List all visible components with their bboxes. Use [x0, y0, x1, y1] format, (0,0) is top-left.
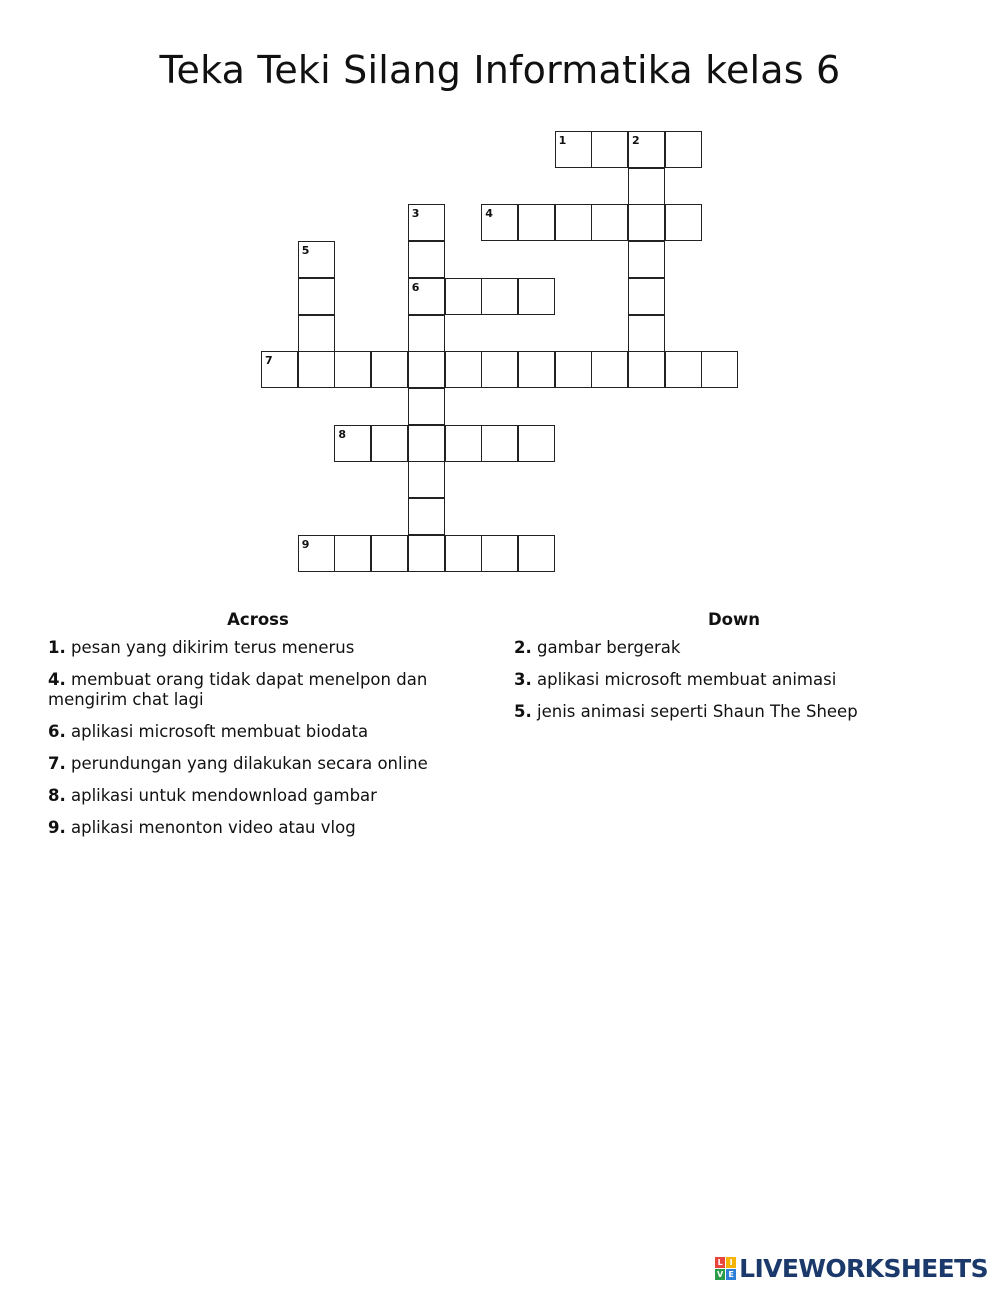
crossword-letter-input[interactable]: [372, 426, 407, 461]
crossword-cell-number: 7: [265, 354, 273, 368]
crossword-cell[interactable]: [628, 315, 665, 352]
crossword-letter-input[interactable]: [629, 132, 664, 167]
across-clues: [48, 610, 468, 850]
crossword-letter-input[interactable]: [409, 426, 444, 461]
crossword-cell-number: 5: [301, 244, 310, 258]
crossword-cell[interactable]: [481, 204, 518, 241]
across-clue: 7. perundungan yang dilakukan secara online: [48, 754, 428, 773]
across-clue: 4. membuat orang tidak dapat menelpon dan mengirim chat lagi: [48, 670, 428, 709]
crossword-cell[interactable]: [665, 204, 702, 241]
crossword-cell[interactable]: [665, 131, 702, 168]
crossword-letter-input[interactable]: [409, 536, 444, 571]
crossword-letter-input[interactable]: [556, 205, 591, 240]
crossword-letter-input[interactable]: [629, 279, 664, 314]
crossword-letter-input[interactable]: [519, 426, 554, 461]
crossword-cell[interactable]: [261, 351, 298, 388]
crossword-letter-input[interactable]: [409, 316, 444, 351]
crossword-cell[interactable]: [628, 168, 665, 205]
crossword-cell[interactable]: [591, 204, 628, 241]
crossword-letter-input[interactable]: [409, 352, 444, 387]
crossword-letter-input[interactable]: [482, 352, 517, 387]
crossword-cell[interactable]: [628, 204, 665, 241]
crossword-cell[interactable]: [481, 535, 518, 572]
crossword-cell[interactable]: [298, 535, 335, 572]
crossword-cell[interactable]: [701, 351, 738, 388]
crossword-cell[interactable]: [481, 425, 518, 462]
crossword-cell[interactable]: [334, 425, 371, 462]
crossword-letter-input[interactable]: [446, 279, 481, 314]
across-heading: Across: [227, 610, 289, 629]
crossword-cell[interactable]: [445, 425, 482, 462]
down-clues: [514, 610, 954, 734]
crossword-cell[interactable]: [408, 461, 445, 498]
crossword-cell[interactable]: [518, 278, 555, 315]
across-clue: 1. pesan yang dikirim terus menerus: [48, 638, 355, 657]
crossword-letter-input[interactable]: [299, 279, 334, 314]
crossword-letter-input[interactable]: [446, 536, 481, 571]
across-clue: 8. aplikasi untuk mendownload gambar: [48, 786, 377, 805]
crossword-letter-input[interactable]: [299, 536, 334, 571]
crossword-cell[interactable]: [518, 535, 555, 572]
crossword-cell[interactable]: [408, 351, 445, 388]
crossword-cell[interactable]: [408, 425, 445, 462]
worksheet-title: Teka Teki Silang Informatika kelas 6: [159, 48, 841, 92]
crossword-cell[interactable]: [408, 241, 445, 278]
crossword-letter-input[interactable]: [335, 426, 370, 461]
crossword-cell[interactable]: [445, 351, 482, 388]
across-clue: 6. aplikasi microsoft membuat biodata: [48, 722, 369, 741]
crossword-cell-number: 4: [485, 207, 493, 221]
down-heading: Down: [707, 610, 761, 629]
down-clue: 3. aplikasi microsoft membuat animasi: [514, 670, 837, 689]
crossword-cell[interactable]: [298, 278, 335, 315]
crossword-cell[interactable]: [371, 425, 408, 462]
crossword-cell[interactable]: [408, 388, 445, 425]
crossword-cell-number: 1: [558, 134, 567, 147]
crossword-cell-number: 2: [632, 134, 640, 147]
crossword-letter-input[interactable]: [629, 205, 664, 240]
crossword-letter-input[interactable]: [556, 352, 591, 387]
crossword-letter-input[interactable]: [409, 462, 444, 497]
crossword-cell[interactable]: [555, 204, 592, 241]
crossword-letter-input[interactable]: [629, 316, 664, 351]
crossword-cell[interactable]: [665, 351, 702, 388]
crossword-letter-input[interactable]: [592, 205, 627, 240]
crossword-cell[interactable]: [481, 351, 518, 388]
crossword-cell[interactable]: [518, 351, 555, 388]
crossword-cell-number: 8: [338, 427, 347, 441]
crossword-cell[interactable]: [555, 351, 592, 388]
crossword-cell[interactable]: [298, 351, 335, 388]
crossword-letter-input[interactable]: [519, 536, 554, 571]
crossword-cell[interactable]: [628, 278, 665, 315]
crossword-letter-input[interactable]: [299, 242, 334, 277]
crossword-letter-input[interactable]: [409, 242, 444, 277]
crossword-letter-input[interactable]: [299, 352, 334, 387]
crossword-letter-input[interactable]: [482, 205, 517, 240]
crossword-letter-input[interactable]: [519, 352, 554, 387]
crossword-letter-input[interactable]: [482, 536, 517, 571]
crossword-letter-input[interactable]: [556, 132, 591, 167]
crossword-cell[interactable]: [445, 278, 482, 315]
crossword-cell[interactable]: [334, 535, 371, 572]
crossword-cell[interactable]: [445, 535, 482, 572]
crossword-letter-input[interactable]: [299, 316, 334, 351]
crossword-letter-input[interactable]: [592, 352, 627, 387]
crossword-cell-number: 3: [411, 207, 420, 221]
crossword-letter-input[interactable]: [519, 205, 554, 240]
crossword-cell[interactable]: [334, 351, 371, 388]
crossword-cell[interactable]: [408, 535, 445, 572]
crossword-cell-number: 9: [301, 537, 310, 551]
crossword-letter-input[interactable]: [592, 132, 627, 167]
crossword-letter-input[interactable]: [629, 352, 664, 387]
crossword-cell[interactable]: [298, 315, 335, 352]
crossword-letter-input[interactable]: [666, 132, 701, 167]
crossword-letter-input[interactable]: [482, 426, 517, 461]
crossword-letter-input[interactable]: [409, 389, 444, 424]
crossword-cell[interactable]: [518, 425, 555, 462]
crossword-letter-input[interactable]: [262, 352, 297, 387]
crossword-letter-input[interactable]: [446, 352, 481, 387]
crossword-letter-input[interactable]: [702, 352, 737, 387]
crossword-cell[interactable]: [628, 241, 665, 278]
crossword-cell[interactable]: [555, 131, 592, 168]
crossword-cell[interactable]: [628, 131, 665, 168]
crossword-cell[interactable]: [518, 204, 555, 241]
crossword-letter-input[interactable]: [335, 352, 370, 387]
crossword-cell[interactable]: [371, 535, 408, 572]
crossword-letter-input[interactable]: [335, 536, 370, 571]
crossword-cell[interactable]: [628, 351, 665, 388]
crossword-letter-input[interactable]: [409, 279, 444, 314]
crossword-letter-input[interactable]: [372, 352, 407, 387]
crossword-letter-input[interactable]: [629, 242, 664, 277]
crossword-cell[interactable]: [408, 498, 445, 535]
down-clue: 5. jenis animasi seperti Shaun The Sheep: [514, 702, 858, 721]
crossword-letter-input[interactable]: [372, 536, 407, 571]
crossword-letter-input[interactable]: [666, 205, 701, 240]
crossword-letter-input[interactable]: [409, 499, 444, 534]
crossword-cell[interactable]: [408, 278, 445, 315]
crossword-grid: [0, 0, 1000, 600]
crossword-cell[interactable]: [298, 241, 335, 278]
crossword-cell-number: 6: [411, 280, 420, 294]
crossword-letter-input[interactable]: [409, 205, 444, 240]
crossword-letter-input[interactable]: [446, 426, 481, 461]
crossword-cell[interactable]: [481, 278, 518, 315]
crossword-letter-input[interactable]: [482, 279, 517, 314]
crossword-cell[interactable]: [591, 131, 628, 168]
down-clue: 2. gambar bergerak: [514, 638, 681, 657]
crossword-cell[interactable]: [371, 351, 408, 388]
crossword-cell[interactable]: [408, 315, 445, 352]
crossword-letter-input[interactable]: [629, 169, 664, 204]
liveworksheets-logo-text: LIVEWORKSHEETS: [739, 1254, 988, 1283]
crossword-cell[interactable]: [408, 204, 445, 241]
liveworksheets-logo-icon: L I V E: [715, 1257, 736, 1280]
crossword-letter-input[interactable]: [666, 352, 701, 387]
liveworksheets-logo: [715, 1254, 988, 1283]
across-clue: 9. aplikasi menonton video atau vlog: [48, 818, 356, 837]
crossword-letter-input[interactable]: [519, 279, 554, 314]
crossword-cell[interactable]: [591, 351, 628, 388]
